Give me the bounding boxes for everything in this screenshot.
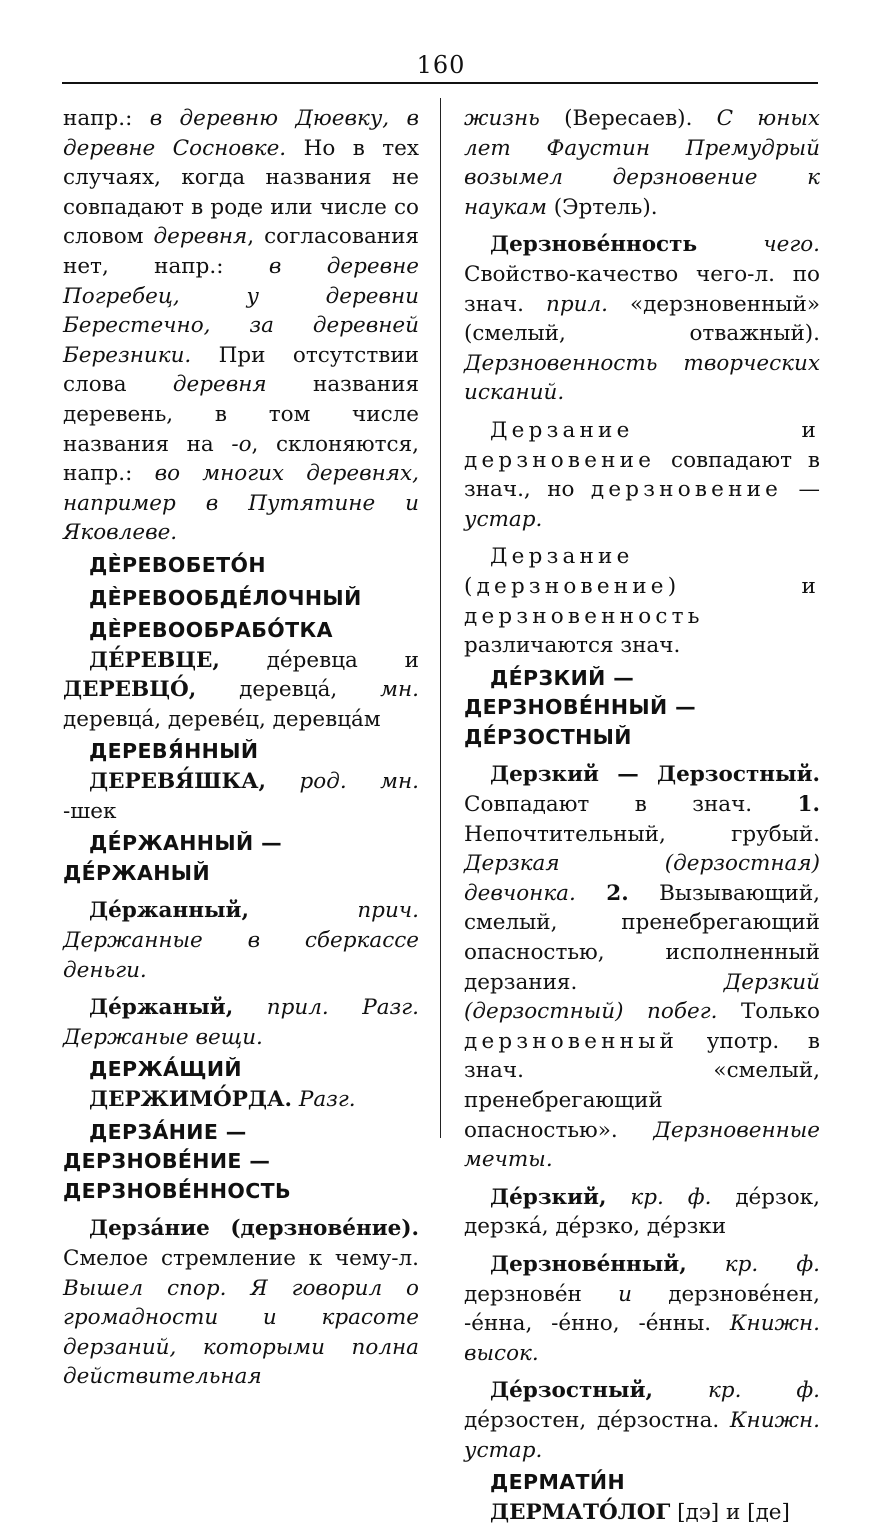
- text: де́ревца и: [219, 647, 419, 673]
- usage-label: устар.: [464, 506, 543, 532]
- example: Держаные вещи.: [63, 1024, 263, 1050]
- example: деревня: [153, 224, 248, 250]
- text: Вызывающий, смелый, пренебрегающий опасностью, исполненный дерзания.: [464, 880, 820, 995]
- page-number: 160: [416, 51, 466, 79]
- text: [дэ] и [де]: [670, 1499, 790, 1525]
- note-derzanie-derznovennost: [464, 542, 820, 660]
- grammar-label: и: [618, 1281, 632, 1307]
- headword-derzanie-group: ДЕРЗА́НИЕ — ДЕРЗНОВЕ́НИЕ — ДЕРЗНОВЕ́ННОСТЬ: [63, 1119, 292, 1203]
- example: С юных лет Фаустин Премудрый возымел дерзновение к наукам: [464, 106, 820, 220]
- headword-derevyanny: ДЕРЕВЯ́ННЫЙ: [89, 739, 259, 764]
- spaced-term: Дерзание (дерзновение) и дерзновенность: [464, 544, 820, 629]
- entry-derzanie: [63, 1214, 419, 1392]
- spaced-term: дерзновение: [590, 477, 783, 503]
- grammar-label: кр. ф.: [724, 1251, 820, 1277]
- grammar-label: кр. ф.: [707, 1378, 820, 1404]
- entry-derznovennost: [464, 230, 820, 408]
- text: (Вересаев).: [539, 106, 717, 131]
- example: в деревне Погребец, у деревни Берестечно, за деревней Березники.: [63, 253, 419, 368]
- usage-label: Книжн. высок.: [464, 1311, 820, 1366]
- text: Совпадают в знач.: [464, 792, 798, 818]
- grammar-label: род. мн.: [299, 769, 419, 795]
- example: Держанные в сберкассе деньги.: [63, 928, 419, 983]
- text: Смелое стремление к чему-л.: [63, 1245, 419, 1271]
- grammar-label: мн.: [380, 677, 419, 703]
- headword-derevoobdelochny: ДЀРЕВООБДЕ́ЛОЧНЫЙ: [89, 585, 362, 610]
- entry-derzky-derzostny: [464, 760, 820, 1174]
- grammar-label: прил. Разг.: [266, 995, 419, 1021]
- text: —: [782, 477, 821, 503]
- subentry-word: Дерзнове́нный,: [490, 1251, 687, 1277]
- headword: ДЕРЕВЯ́ШКА,: [89, 769, 267, 795]
- text: различаются знач.: [464, 633, 681, 659]
- entry-derzhany: [63, 993, 419, 1052]
- grammar-label: прич.: [357, 898, 419, 924]
- subentry-word: Де́рзкий,: [490, 1184, 607, 1210]
- example: в деревню Дюевку, в деревне Сосновке.: [63, 106, 420, 161]
- text: дерзнове́нен, -е́нна, -е́нно, -е́нны.: [464, 1281, 820, 1337]
- subentry-word: Дерзкий — Дерзостный.: [490, 762, 820, 788]
- text: Но в тех случаях, когда названия не совпадают в роде или числе со словом: [63, 135, 420, 250]
- entry-derznovenny: [464, 1250, 820, 1368]
- right-column: [464, 104, 820, 1527]
- entry-derevnya-continuation: [63, 104, 419, 548]
- column-divider: [440, 98, 441, 1138]
- example: Дерзновенность творческих исканий.: [464, 350, 820, 406]
- text: деревца́,: [196, 677, 381, 703]
- headword-derzky-group: ДЕ́РЗКИЙ — ДЕРЗНОВЕ́ННЫЙ — ДЕ́РЗОСТНЫЙ: [464, 665, 697, 749]
- entry-dermatolog: [464, 1498, 820, 1527]
- note-derzanie-derznovenie: [464, 416, 820, 534]
- text: названия деревень, в том числе названия на: [63, 372, 420, 457]
- headword: ДЕРМАТО́ЛОГ: [490, 1499, 671, 1525]
- spaced-term: Дерзание и дерзновение: [464, 417, 820, 473]
- text: употр. в знач. «смелый, пренебрегающий опасностью».: [464, 1028, 820, 1143]
- example: Вышел спор. Я говорил о громадности и красоте дерзаний, которыми полна действительная: [63, 1275, 419, 1390]
- text: напр.:: [63, 106, 150, 131]
- text: совпадают в знач., но: [464, 447, 820, 503]
- headword-dermatin: ДЕРМАТИ́Н: [490, 1470, 626, 1495]
- subentry-word: Дерзнове́нность: [490, 232, 698, 258]
- example: во многих деревнях, например в Путятине и Яковлеве.: [63, 461, 420, 546]
- usage-label: Книжн. устар.: [464, 1407, 820, 1463]
- headword-derevoobrabotka: ДЀРЕВООБРАБО́ТКА: [89, 618, 333, 643]
- headword: ДЕРЕВЦО́,: [63, 677, 197, 703]
- example: Дерзкий (дерзостный) побег.: [464, 969, 820, 1025]
- text: , склоняются, напр.:: [63, 431, 419, 487]
- entry-derzostny: [464, 1376, 820, 1465]
- entry-derzhimorda: [63, 1085, 419, 1115]
- left-column: [63, 104, 419, 1392]
- entry-derevce: [63, 646, 419, 735]
- subentry-word: Де́ржанный,: [89, 898, 249, 924]
- text: Непочтительный, грубый.: [464, 821, 820, 847]
- header-rule: [62, 82, 818, 84]
- subentry-word: Де́рзостный,: [490, 1378, 654, 1404]
- text: При отсутствии слова: [63, 342, 419, 398]
- text: , согласования нет, напр.:: [63, 224, 419, 279]
- grammar-label: прил.: [545, 291, 608, 317]
- headword-derzhanny-group: ДЕ́РЖАННЫЙ — ДЕ́РЖАНЫЙ: [63, 831, 282, 885]
- example: жизнь: [464, 106, 540, 131]
- text: (Эртель).: [546, 194, 658, 220]
- sense-number: 2.: [606, 880, 629, 906]
- spaced-term: дерзновенный: [464, 1028, 679, 1054]
- headword-derzhashchy: ДЕРЖА́ЩИЙ: [89, 1057, 242, 1082]
- text: Свойство-качество чего-л. по знач.: [464, 261, 820, 317]
- text: де́рзостен, де́рзостна.: [464, 1407, 730, 1433]
- grammar-label: кр. ф.: [630, 1184, 712, 1210]
- example: Дерзновенные мечты.: [464, 1117, 820, 1173]
- example: -о: [231, 431, 252, 457]
- subentry-word: Дерза́ние (дерзнове́ние).: [89, 1216, 419, 1242]
- text: -шек: [63, 798, 117, 824]
- entry-derzhanny: [63, 896, 419, 985]
- headword: ДЕ́РЕВЦЕ,: [89, 647, 220, 673]
- text: Только: [717, 999, 820, 1025]
- text: деревца́, дереве́ц, деревца́м: [63, 706, 381, 732]
- example: Дерзкая (дерзостная) девчонка.: [464, 851, 820, 906]
- text: дерзнове́н: [464, 1281, 619, 1307]
- entry-derevyashka: [63, 767, 419, 826]
- usage-label: Разг.: [298, 1087, 356, 1112]
- sense-number: 1.: [797, 792, 820, 818]
- headword: ДЕРЖИМО́РДА.: [89, 1087, 293, 1112]
- text: «дерзновенный» (смелый, отважный).: [464, 291, 820, 347]
- entry-derzanie-continuation: [464, 104, 820, 222]
- subentry-word: Де́ржаный,: [89, 995, 234, 1021]
- grammar-label: чего.: [763, 232, 820, 258]
- text: де́рзок, дерзка́, де́рзко, де́рзки: [464, 1184, 820, 1240]
- example: деревня: [172, 372, 267, 398]
- headword-derevobeton: ДЀРЕВОБЕТО́Н: [89, 552, 266, 577]
